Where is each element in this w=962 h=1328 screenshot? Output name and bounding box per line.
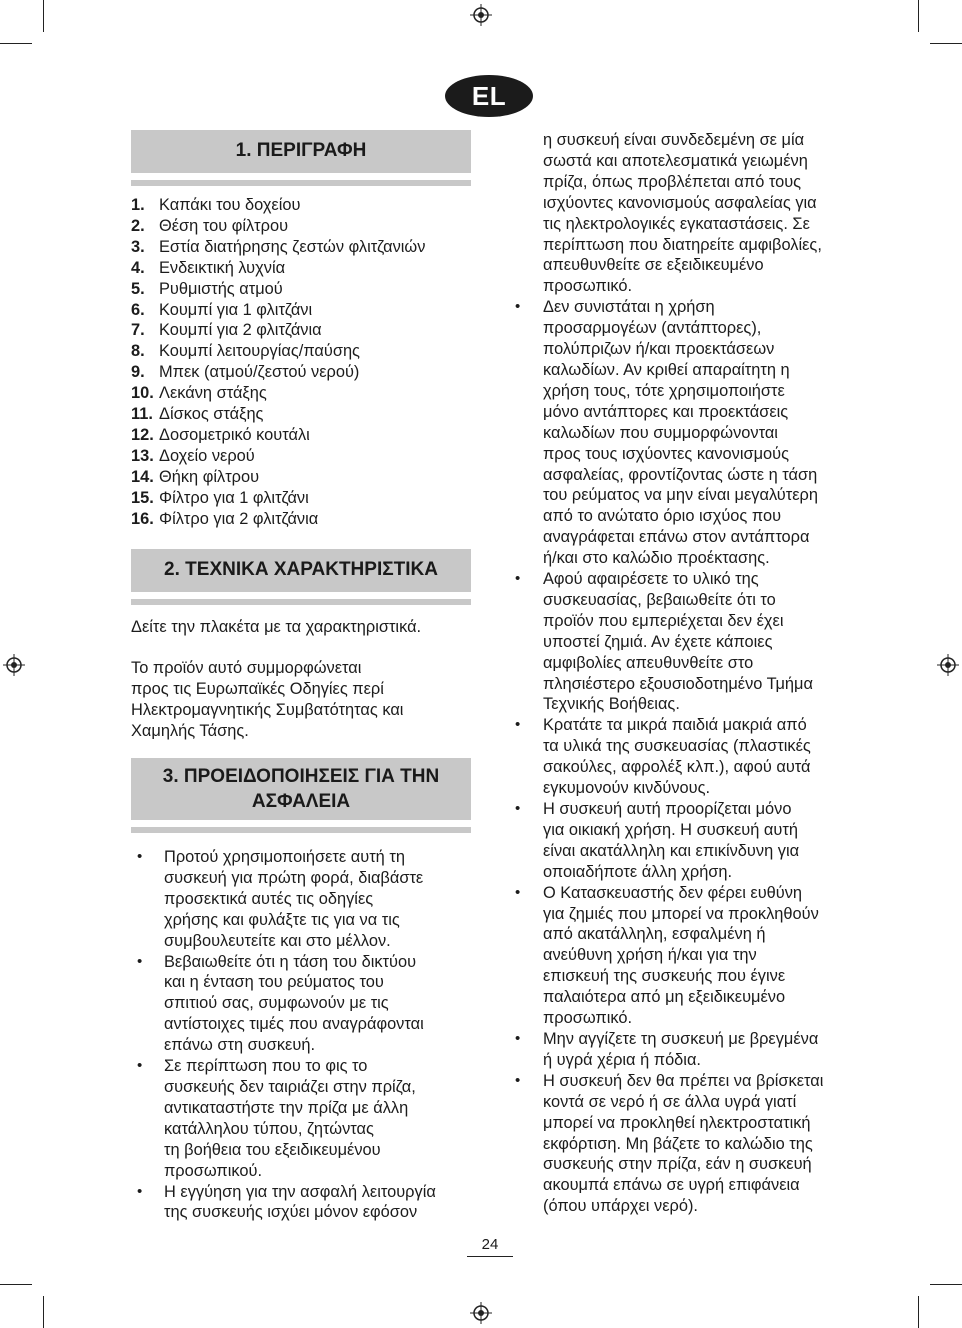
list-item (131, 258, 471, 279)
item-number: 12. (131, 425, 154, 444)
bullet-text: Προτού χρησιμοποιήσετε αυτή τη συσκευή για πρώτη φορά, διαβάστε προσεκτικά αυτές τις οδηγίες χρήσης και φυλάξτε τις για να τις συμβουλευτείτε και στο μέλλον. (164, 848, 424, 950)
list-item (131, 195, 471, 216)
item-number: 2. (131, 216, 145, 235)
right-column (515, 130, 860, 1217)
bullet-text: Αφού αφαιρέσετε το υλικό της συσκευασίας, βεβαιωθείτε ότι το προϊόν που εμπεριέχεται δεν έχει υποστεί ζημιά. Αν έχετε κάποιες αμφιβολίες απευθυνθείτε στο πλησιέστερο εξουσιοδοτημένο Τμήμα Τεχνικής Βοήθειας. (543, 570, 813, 714)
list-item (515, 1029, 860, 1071)
list-item (515, 715, 860, 799)
section-rule (131, 180, 471, 186)
list-item (131, 300, 471, 321)
compliance-text: Το προϊόν αυτό συμμορφώνεται προς τις Ευρωπαϊκές Οδηγίες περί Ηλεκτρομαγνητικής Συμβατότητας και Χαμηλής Τάσης. (131, 659, 404, 741)
crop-mark (930, 1284, 962, 1285)
crop-mark (918, 1296, 919, 1328)
registration-mark-icon (470, 4, 492, 26)
technical-note: Δείτε την πλακέτα με τα χαρακτηριστικά. (131, 617, 422, 636)
bullet-icon: • (515, 570, 521, 588)
bullet-icon: • (137, 1182, 143, 1200)
item-text: Δοχείο νερού (159, 446, 255, 465)
list-item (131, 847, 471, 952)
item-number: 10. (131, 384, 154, 403)
list-item (131, 279, 471, 300)
bullet-icon: • (515, 800, 521, 817)
item-number: 1. (131, 196, 145, 214)
item-number: 5. (131, 279, 145, 298)
list-item (131, 446, 471, 467)
list-item (131, 362, 471, 383)
bullet-icon: • (137, 1057, 143, 1075)
section-heading-safety: 3. ΠΡΟΕΙΔΟΠΟΙΗΣΕΙΣ ΓΙΑ ΤΗΝ ΑΣΦΑΛΕΙΑ (131, 758, 471, 820)
item-text: Δοσομετρικό κουτάλι (159, 425, 310, 444)
language-badge: EL (445, 75, 533, 117)
item-text: Φίλτρο για 2 φλιτζάνια (159, 509, 319, 528)
item-text: Κουμπί για 2 φλιτζάνια (159, 321, 322, 340)
item-number: 16. (131, 509, 154, 528)
list-item (131, 1056, 471, 1181)
crop-mark (930, 43, 962, 44)
list-item (131, 467, 471, 488)
bullet-icon: • (137, 952, 143, 970)
bullet-text: Κρατάτε τα μικρά παιδιά μακριά από τα υλικά της συσκευασίας (πλαστικές σακούλες, αφρολέξ κλπ.), αφού αυτά εγκυμονούν κινδύνους. (543, 716, 811, 798)
section-heading-technical: 2. ΤΕΧΝΙΚΑ ΧΑΡΑΚΤΗΡΙΣΤΙΚΑ (131, 549, 471, 592)
list-item (131, 404, 471, 425)
item-number: 15. (131, 488, 154, 507)
crop-mark (918, 0, 919, 32)
bullet-text: Σε περίπτωση που το φις το συσκευής δεν ταιριάζει στην πρίζα, αντικαταστήστε την πρίζα με άλλη κατάλληλου τύπου, ζητώντας τη βοήθεια του εξειδικευμένου προσωπικού. (164, 1057, 416, 1180)
list-item (131, 488, 471, 509)
bullet-icon: • (515, 716, 521, 734)
item-number: 14. (131, 467, 154, 486)
bullet-icon: • (515, 1029, 521, 1047)
item-text: Εστία διατήρησης ζεστών φλιτζανιών (159, 237, 426, 256)
item-text: Ρυθμιστής ατμού (159, 279, 283, 298)
list-item (515, 883, 860, 1029)
registration-mark-icon (937, 654, 959, 676)
bullet-text: Η συσκευή δεν θα πρέπει να βρίσκεται κοντά σε νερό ή σε άλλα υγρά γιατί μπορεί να προκληθεί ηλεκτροστατική εκφόρτιση. Μη βάζετε το καλώδιο της συσκευής στην πρίζα, εάν η συσκευή ακουμπά επάνω σε υγρή επιφάνεια (όπου υπάρχει νερό). (543, 1071, 824, 1216)
bullet-text: Ο Κατασκευαστής δεν φέρει ευθύνη για ζημιές που μπορεί να προκληθούν από ακατάλληλη, εσφαλμένη ή ανεύθυνη χρήση ή/και για την επισκευή της συσκευής που έγινε παλαιότερα από μη εξειδικευμένο προσωπικό. (543, 883, 819, 1028)
list-item (515, 297, 860, 569)
parts-list (131, 195, 471, 530)
page-number: 24 (467, 1236, 513, 1257)
bullet-text: Δεν συνιστάται η χρήση προσαρμογέων (αντάπτορες), πολύπριζων ή/και προεκτάσεων καλωδίων. Αν κριθεί απαραίτητη η χρήση τους, τότε χρησιμοποιήστε μόνο αντάπτορες και προεκτάσεις καλωδίων που συμμορφώνονται προς τους ισχύοντες κανονισμούς ασφαλείας, φροντίζοντας ώστε η τάση του ρεύματος να μην είναι μεγαλύτερη από το ανώτατο όριο ισχύος που αναγράφεται επάνω στον αντάπτορα ή/και στο καλώδιο προέκτασης. (543, 298, 818, 568)
item-text: Κουμπί λειτουργίας/παύσης (159, 342, 360, 361)
item-number: 8. (131, 342, 145, 361)
item-text: Θέση του φίλτρου (159, 216, 289, 235)
item-text: Καπάκι του δοχείου (159, 196, 301, 214)
left-column (131, 130, 471, 1223)
bullet-icon: • (515, 298, 521, 316)
item-number: 13. (131, 446, 154, 465)
list-item (131, 509, 471, 530)
list-item (515, 799, 860, 883)
list-item (515, 1071, 860, 1217)
list-item (131, 320, 471, 341)
list-item (131, 1182, 471, 1224)
list-item (515, 569, 860, 715)
bullet-icon: • (137, 848, 143, 866)
list-item (131, 216, 471, 237)
item-text: Θήκη φίλτρου (159, 467, 260, 486)
crop-mark (0, 43, 32, 44)
item-number: 4. (131, 258, 145, 277)
item-text: Μπεκ (ατμού/ζεστού νερού) (159, 363, 360, 382)
safety-warnings-list (515, 297, 860, 1217)
bullet-text: Η συσκευή αυτή προορίζεται μόνο για οικιακή χρήση. Η συσκευή αυτή είναι ακατάλληλη και επικίνδυνη για οποιαδήποτε άλλη χρήση. (543, 800, 800, 881)
item-number: 6. (131, 300, 145, 319)
section-rule (131, 599, 471, 605)
safety-warnings-list (131, 847, 471, 1223)
item-number: 9. (131, 363, 145, 382)
item-text: Δίσκος στάξης (159, 405, 264, 424)
bullet-icon: • (515, 883, 521, 901)
item-number: 3. (131, 237, 145, 256)
list-item (131, 383, 471, 404)
bullet-text: Η εγγύηση για την ασφαλή λειτουργία της συσκευής ισχύει μόνον εφόσον (164, 1182, 436, 1222)
registration-mark-icon (470, 1302, 492, 1324)
item-text: Κουμπί για 1 φλιτζάνι (159, 300, 313, 319)
section-heading-description: 1. ΠΕΡΙΓΡΑΦΗ (131, 130, 471, 173)
safety-warning-continued: η συσκευή είναι συνδεδεμένη σε μία σωστά και αποτελεσματικά γειωμένη πρίζα, όπως προβλέπεται από τους ισχύοντες κανονισμούς ασφαλείας για τις ηλεκτρολογικές εγκαταστάσεις. Σε περίπτωση που διατηρείτε αμφιβολίες, απευθυνθείτε σε εξειδικευμένο προσωπικό. (543, 131, 822, 296)
bullet-text: Βεβαιωθείτε ότι η τάση του δικτύου και η ένταση του ρεύματος του σπιτιού σας, συμφωνούν με τις αντίστοιχες τιμές που αναγράφονται επάνω στη συσκευή. (164, 952, 424, 1055)
list-item (131, 341, 471, 362)
item-text: Ενδεικτική λυχνία (159, 258, 286, 277)
list-item (131, 425, 471, 446)
list-item (131, 237, 471, 258)
item-number: 7. (131, 321, 145, 340)
crop-mark (0, 1284, 32, 1285)
section-rule (131, 827, 471, 833)
item-number: 11. (131, 405, 153, 424)
bullet-icon: • (515, 1071, 521, 1089)
crop-mark (43, 1296, 44, 1328)
registration-mark-icon (3, 654, 25, 676)
item-text: Λεκάνη στάξης (159, 384, 267, 403)
bullet-text: Μην αγγίζετε τη συσκευή με βρεγμένα ή υγρά χέρια ή πόδια. (543, 1029, 819, 1069)
item-text: Φίλτρο για 1 φλιτζάνι (159, 488, 309, 507)
list-item (131, 952, 471, 1057)
crop-mark (43, 0, 44, 32)
